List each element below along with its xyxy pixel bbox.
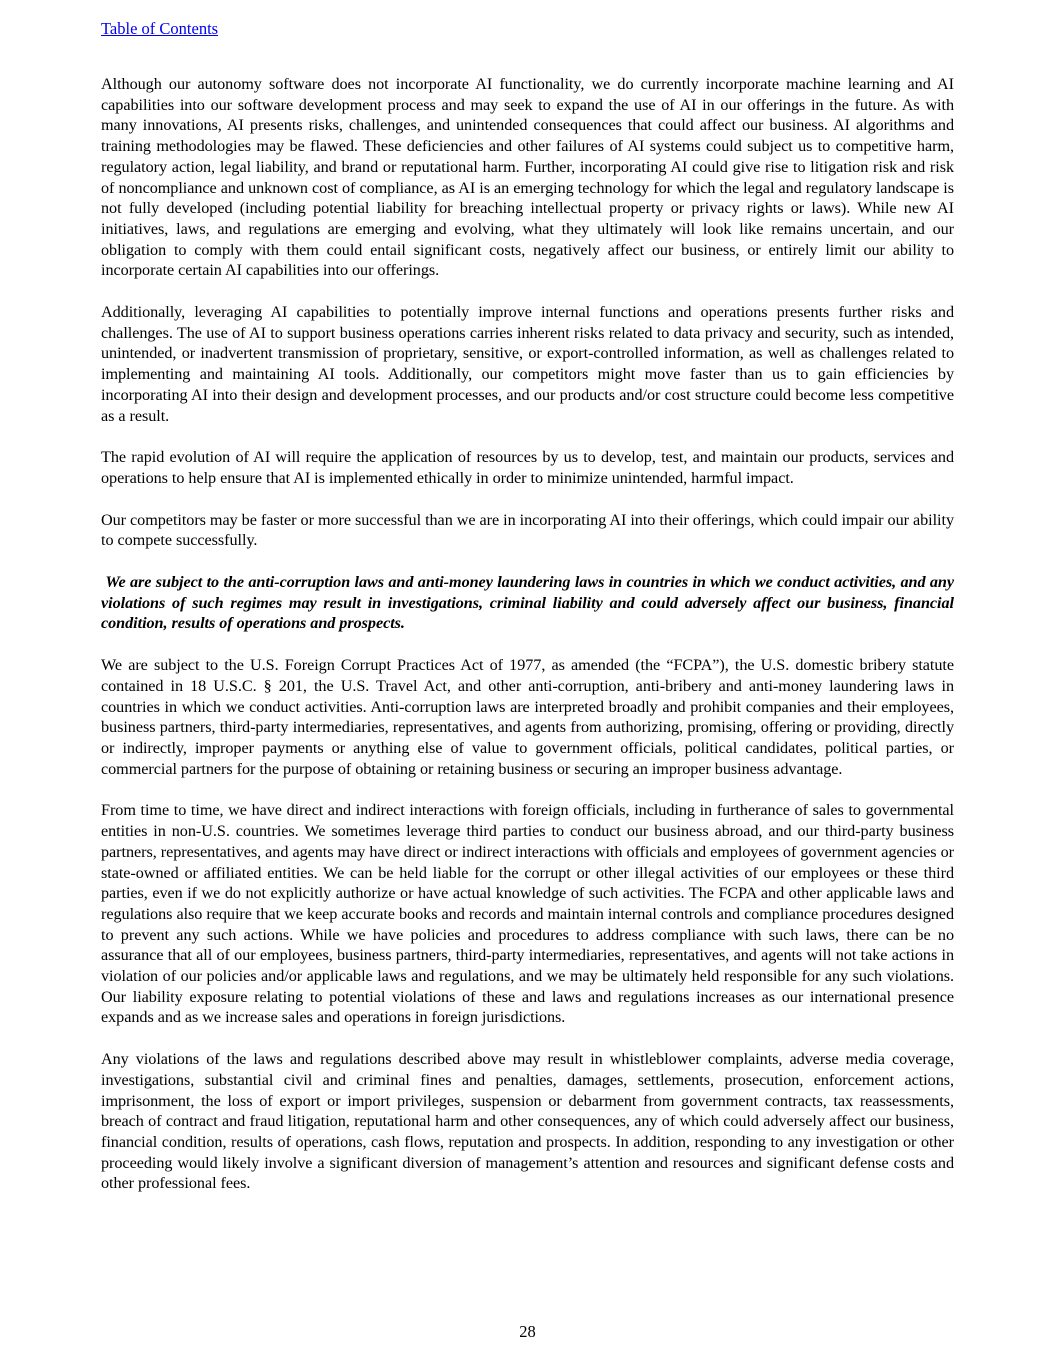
document-body [101, 74, 954, 1215]
paragraph-ai-rapid-evolution: The rapid evolution of AI will require the application of resources by us to develop, test, and maintain our products, services and operations to help ensure that AI is implemented ethically in order to minimize unintended, harmful impact. [101, 448, 954, 487]
paragraph-violations-consequences: Any violations of the laws and regulations described above may result in whistleblower complaints, adverse media coverage, investigations, substantial civil and criminal fines and penalties, damages, settlements, prosecution, enforcement actions, imprisonment, the loss of export or import privileges, suspension or debarment from government contracts, tax reassessments, breach of contract and fraud litigation, reputational harm and other consequences, any of which could adversely affect our business, financial condition, results of operations, cash flows, reputation and prospects. In addition, responding to any investigation or other proceeding would likely involve a significant diversion of management’s attention and resources and significant defense costs and other professional fees. [101, 1050, 954, 1193]
paragraph-ai-competitors: Our competitors may be faster or more successful than we are in incorporating AI into their offerings, which could impair our ability to compete successfully. [101, 510, 954, 550]
paragraph-ai-internal-operations: Additionally, leveraging AI capabilities to potentially improve internal functions and operations presents further risks and challenges. The use of AI to support business operations carries inherent risks related to data privacy and security, such as intended, unintended, or inadvertent transmission of proprietary, sensitive, or export-controlled information, as well as challenges related to implementing and maintaining AI tools. Additionally, our competitors might move faster than us to gain efficiencies by incorporating AI into their design and development processes, and our products and/or cost structure could become less competitive as a result. [101, 303, 954, 425]
risk-factor-heading-anti-corruption: We are subject to the anti-corruption laws and anti-money laundering laws in countries in which we conduct activities, and any violations of such regimes may result in investigations, criminal liability and could adversely affect our business, financial condition, results of operations and prospects. [101, 573, 954, 633]
paragraph-fcpa: We are subject to the U.S. Foreign Corrupt Practices Act of 1977, as amended (the “FCPA”), the U.S. domestic bribery statute contained in 18 U.S.C. § 201, the U.S. Travel Act, and other anti-corruption, anti-bribery and anti-money laundering laws in countries in which we conduct activities. Anti-corruption laws are interpreted broadly and prohibit companies and their employees, business partners, third-party intermediaries, representatives, and agents from authorizing, promising, offering or providing, directly or indirectly, improper payments or anything else of value to government officials, political candidates, political parties, or commercial partners for the purpose of obtaining or retaining business or securing an improper business advantage. [101, 656, 954, 778]
paragraph-foreign-officials: From time to time, we have direct and indirect interactions with foreign officials, including in furtherance of sales to governmental entities in non-U.S. countries. We sometimes leverage third parties to conduct our business abroad, and our third-party business partners, representatives, and agents may have direct or indirect interactions with officials and employees of government agencies or state-owned or affiliated entities. We can be held liable for the corrupt or other illegal activities of our employees or these third parties, even if we do not explicitly authorize or have actual knowledge of such activities. The FCPA and other applicable laws and regulations also require that we keep accurate books and records and maintain internal controls and compliance procedures designed to prevent any such actions. While we have policies and procedures to address compliance with such laws, there can be no assurance that all of our employees, business partners, third-party intermediaries, representatives, and agents will not take actions in violation of our policies and/or applicable laws and regulations, and we may be ultimately held responsible for any such violations. Our liability exposure relating to potential violations of these and laws and regulations increases as our international presence expands and as we increase sales and operations in foreign jurisdictions. [101, 801, 954, 1027]
page-number: 28 [519, 1322, 536, 1341]
table-of-contents-link[interactable]: Table of Contents [101, 19, 219, 38]
paragraph-ai-software-risks: Although our autonomy software does not incorporate AI functionality, we do currently incorporate machine learning and AI capabilities into our software development process and may seek to expand the use of AI in our offerings in the future. As with many innovations, AI presents risks, challenges, and unintended consequences that could affect our business. AI algorithms and training methodologies may be flawed. These deficiencies and other failures of AI systems could subject us to competitive harm, regulatory action, legal liability, and brand or reputational harm. Further, incorporating AI could give rise to litigation risk and risk of noncompliance and unknown cost of compliance, as AI is an emerging technology for which the legal and regulatory landscape is not fully developed (including potential liability for breaching intellectual property or privacy rights or laws). While new AI initiatives, laws, and regulations are emerging and evolving, what they ultimately will look like remains uncertain, and our obligation to comply with them could entail significant costs, negatively affect our business, or entirely limit our ability to incorporate certain AI capabilities into our offerings. [101, 75, 954, 280]
